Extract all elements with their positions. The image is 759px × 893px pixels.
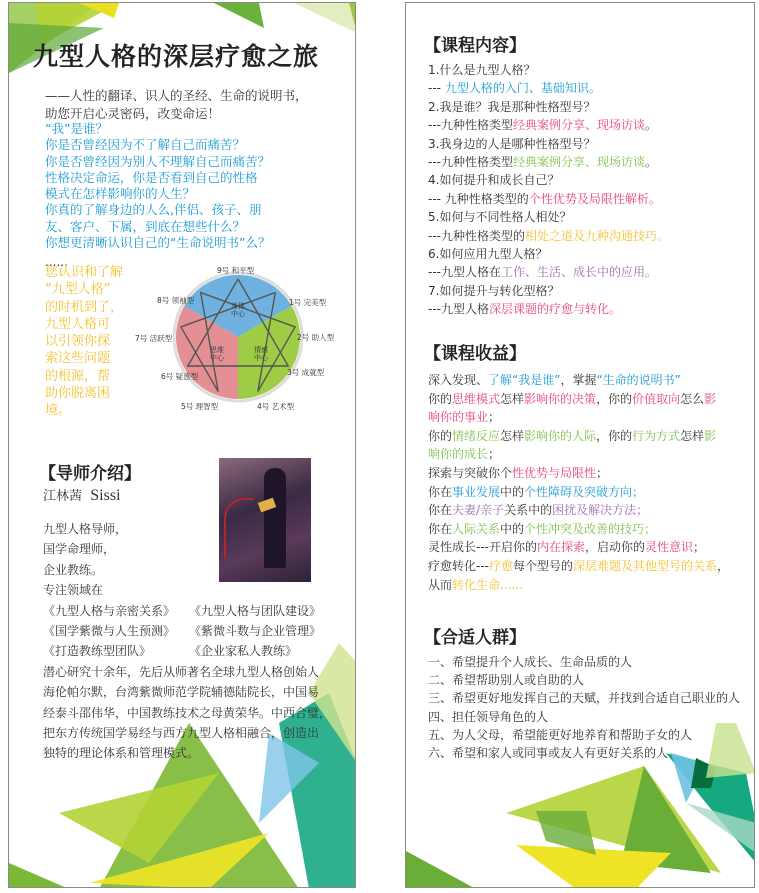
text-segment: 2.我是谁？我是那种性格型号？: [428, 99, 596, 114]
benefit-line: [428, 538, 729, 557]
text-segment: 深层难题及其他型号的关系: [573, 558, 718, 573]
type-label: 9号 和平型: [217, 266, 255, 275]
subtitle-line: ——人性的翻译、识人的圣经、生命的说明书，: [45, 88, 308, 103]
question-line: 你是否曾经因为不了解自己而痛苦？: [45, 137, 246, 153]
text-segment: 影响你的人际: [524, 428, 597, 443]
text-segment: 关系中的: [504, 503, 553, 518]
text-segment: 4.如何提升和成长自己？: [428, 173, 560, 188]
audience-item: 二、希望帮助别人或自助的人: [428, 673, 585, 688]
text-segment: 个性优势及局限性解析。: [528, 191, 661, 206]
text-segment: 怎样: [500, 428, 525, 443]
text-segment: ，启动你的: [585, 540, 646, 555]
text-segment: ---九种性格类型: [428, 118, 513, 133]
content-line: [428, 135, 669, 153]
course-content-heading: 【课程内容】: [424, 36, 526, 56]
text-segment: 经典案例分享、现场访谈: [513, 155, 646, 170]
book-title: 《紫微斗数与企业管理》: [189, 624, 322, 639]
text-segment: 。: [645, 118, 658, 133]
bio-line: 经泰斗邵伟华，中国教练技术之母黄荣华。中西合璧，: [43, 705, 332, 720]
text-segment: 。: [645, 155, 658, 170]
text-segment: ，你的: [596, 428, 633, 443]
benefit-line: [428, 408, 729, 427]
mentor-role-line: 九型人格导师，: [43, 522, 128, 536]
audience-item: 三、希望更好地发挥自己的天赋，并找到合适自己职业的人: [428, 691, 741, 706]
text-segment: 性优势与局限性: [512, 465, 597, 480]
audience-heading: 【合适人群】: [424, 628, 526, 648]
text-segment: 内在探索: [537, 540, 586, 555]
book-title: 《企业家私人教练》: [189, 644, 298, 659]
type-label: 7号 活跃型: [135, 334, 173, 343]
invite-line: “九型人格”: [45, 282, 111, 298]
invite-line: 索这些问题: [45, 351, 111, 367]
book-title: 《九型人格与亲密关系》: [43, 603, 176, 618]
mentor-role-line: 国学命理师，: [43, 542, 116, 557]
content-line: [428, 98, 669, 116]
text-segment: 中的: [500, 484, 525, 499]
audience-item: 五、为人父母，希望能更好地养育和帮助子女的人: [428, 727, 693, 742]
subtitle-line: 助您开启心灵密码，改变命运！: [45, 106, 221, 121]
right-panel: [405, 2, 755, 888]
text-segment: 九型人格的入门、基础知识。: [444, 81, 601, 96]
text-segment: ---九型人格在: [428, 265, 501, 280]
text-segment: 疗愈转化---: [428, 558, 489, 573]
text-segment: 夫妻/亲子: [452, 503, 505, 518]
text-segment: --- 九种性格类型的: [428, 191, 529, 206]
mentor-bio: [43, 519, 335, 764]
invite-line: 您认识和了解: [45, 265, 124, 280]
mentor-role-line: 专注领域在: [43, 583, 104, 598]
text-segment: 个性冲突及改善的技巧；: [524, 521, 657, 536]
text-segment: 相处之道及九种沟通技巧。: [525, 228, 670, 243]
content-line: [428, 300, 669, 318]
benefit-line: [428, 557, 729, 576]
invite-text: [45, 264, 123, 420]
content-line: [428, 245, 669, 263]
text-segment: 你的: [428, 428, 453, 443]
bio-line: 把东方传统国学易经与西方九型人格相融合，创造出: [43, 726, 320, 741]
text-segment: 工作、生活、成长中的应用。: [501, 265, 658, 280]
enneagram-diagram-wrap: [119, 261, 356, 421]
text-segment: 情绪反应: [452, 428, 501, 443]
text-segment: 思维模式: [452, 391, 501, 406]
type-label: 3号 成就型: [287, 368, 325, 377]
text-segment: ---: [428, 81, 445, 96]
content-line: [428, 190, 669, 208]
benefit-line: [428, 576, 729, 595]
type-label: 6号 疑惑型: [161, 372, 199, 381]
invite-line: 的时机到了，: [45, 299, 124, 315]
audience-item: 一、希望提升个人成长、生命品质的人: [428, 655, 633, 669]
text-segment: ，你的: [596, 391, 633, 406]
text-segment: 5.如何与不同性格人相处？: [428, 210, 572, 225]
ellipsis: ......: [45, 255, 68, 269]
text-segment: 你在: [428, 521, 453, 536]
text-segment: 灵性成长---开启你的: [428, 540, 537, 555]
type-label: 2号 助人型: [297, 333, 335, 342]
mentor-heading: 【导师介绍】: [39, 464, 141, 484]
course-benefit-list: [428, 371, 729, 594]
course-content-list: [428, 61, 669, 319]
text-segment: 经典案例分享、现场访谈: [513, 118, 646, 133]
bio-line: 潜心研究十余年，先后从师著名全球九型人格创始人: [43, 664, 320, 679]
bio-line: 海伦帕尔默，台湾紫微师范学院辅德陆院长，中国易: [43, 685, 320, 700]
question-line: 你真的了解身边的人么,伴侣、孩子、朋: [45, 202, 262, 218]
book-title: 《国学紫微与人生预测》: [43, 624, 176, 639]
invite-line: 的根源，帮: [45, 368, 111, 384]
text-segment: 影响你的决策: [524, 391, 597, 406]
type-label: 4号 艺术型: [257, 402, 295, 411]
text-segment: 1.什么是九型人格？: [428, 63, 536, 77]
subtitle: [45, 87, 308, 123]
text-segment: 怎样: [500, 391, 525, 406]
type-label: 8号 领袖型: [157, 296, 195, 305]
text-segment: 深层课题的疗愈与转化。: [489, 302, 622, 317]
mentor-name-cn: 江林茜: [43, 489, 83, 504]
page-title: 九型人格的深层疗愈之旅: [33, 42, 320, 71]
benefit-line: [428, 390, 729, 409]
text-segment: 疗愈: [489, 558, 514, 573]
benefit-line: [428, 464, 729, 483]
question-list: [45, 121, 270, 251]
book-row: [43, 601, 335, 621]
text-segment: ，: [717, 558, 730, 573]
benefit-line: [428, 371, 729, 390]
type-label: 1号 完美型: [289, 298, 327, 307]
text-segment: ，掌握: [560, 373, 597, 387]
text-segment: 人际关系: [452, 521, 501, 536]
text-segment: 怎么: [680, 391, 705, 406]
mentor-name: [43, 485, 121, 505]
text-segment: 个性障碍及突破方向；: [524, 484, 645, 499]
text-segment: 怎样: [680, 428, 705, 443]
audience-list: [428, 653, 740, 762]
content-line: [428, 153, 669, 171]
question-line: 模式在怎样影响你的人生？: [45, 186, 196, 202]
question-line: 性格决定命运，你是否看到自己的性格: [45, 169, 258, 185]
question-line: 你是否曾经因为别人不理解自己而痛苦？: [45, 153, 271, 169]
text-segment: ；: [596, 465, 609, 480]
invite-line: 以引领你探: [45, 334, 111, 350]
question-line: 你想更清晰认识自己的“生命说明书”么？: [45, 235, 271, 251]
text-segment: 事业发展: [452, 484, 501, 499]
text-segment: 影: [704, 428, 717, 443]
text-segment: 从而: [428, 577, 453, 592]
content-line: [428, 227, 669, 245]
text-segment: ；: [488, 447, 501, 462]
text-segment: 影: [704, 391, 717, 406]
book-title: 《九型人格与团队建设》: [189, 603, 322, 618]
content-line: [428, 116, 669, 134]
body-center-label: 身体中心: [231, 302, 245, 318]
mentor-role-line: 企业教练。: [43, 562, 104, 577]
text-segment: “生命的说明书”: [596, 373, 681, 387]
text-segment: 中的: [500, 521, 525, 536]
head-center-label: 思维中心: [210, 346, 224, 362]
text-segment: 7.如何提升与转化型格？: [428, 283, 560, 298]
bio-line: 独特的理论体系和管理模式。: [43, 746, 200, 761]
text-segment: ---九型人格: [428, 302, 489, 317]
text-segment: 你的: [428, 391, 453, 406]
text-segment: ；: [693, 540, 706, 555]
text-segment: 深入发现、: [428, 373, 489, 387]
text-segment: ---九种性格类型的: [428, 228, 525, 243]
invite-line: 九型人格可: [45, 316, 111, 332]
text-segment: 你在: [428, 503, 453, 518]
text-segment: ---九种性格类型: [428, 155, 513, 170]
text-segment: 3.我身边的人是哪种性格型号？: [428, 136, 596, 151]
mentor-name-en: Sissi: [90, 487, 121, 504]
content-line: [428, 171, 669, 189]
book-row: [43, 621, 335, 641]
text-segment: 困扰及解决方法；: [552, 503, 649, 518]
text-segment: 灵性意识: [645, 540, 694, 555]
content-line: [428, 282, 669, 300]
text-segment: 每个型号的: [513, 558, 574, 573]
text-segment: 价值取向: [632, 391, 681, 406]
invite-line: 助你脱离困: [45, 386, 111, 402]
benefit-line: [428, 445, 729, 464]
benefit-line: [428, 501, 729, 520]
content-line: [428, 208, 669, 226]
left-panel: [8, 2, 356, 888]
question-line: 友、客户、下属，到底在想些什么？: [45, 218, 246, 234]
content-line: [428, 61, 669, 79]
benefit-line: [428, 427, 729, 446]
text-segment: 行为方式: [632, 428, 681, 443]
text-segment: 6.如何应用九型人格？: [428, 247, 548, 262]
audience-item: 六、希望和家人或同事或友人有更好关系的人: [428, 746, 669, 761]
text-segment: 探索与突破你个: [428, 465, 513, 480]
type-label: 5号 理智型: [181, 402, 219, 411]
text-segment: ；: [488, 410, 501, 425]
book-title: 《打造教练型团队》: [43, 644, 152, 659]
content-line: [428, 79, 669, 97]
text-segment: 了解“我是谁”: [488, 373, 561, 387]
text-segment: 你在: [428, 484, 453, 499]
benefit-line: [428, 483, 729, 502]
text-segment: 响你的成长: [428, 447, 489, 462]
audience-item: 四、担任领导角色的人: [428, 709, 549, 724]
benefit-line: [428, 520, 729, 539]
heart-center-label: 情感中心: [254, 346, 268, 362]
question-line: “我”是谁？: [45, 121, 108, 136]
text-segment: 转化生命......: [452, 577, 523, 592]
course-benefit-heading: 【课程收益】: [424, 344, 526, 364]
invite-line: 境。: [45, 403, 72, 419]
enneagram-diagram: [119, 261, 356, 421]
content-line: [428, 263, 669, 281]
book-row: [43, 641, 335, 661]
text-segment: 响你的事业: [428, 410, 489, 425]
